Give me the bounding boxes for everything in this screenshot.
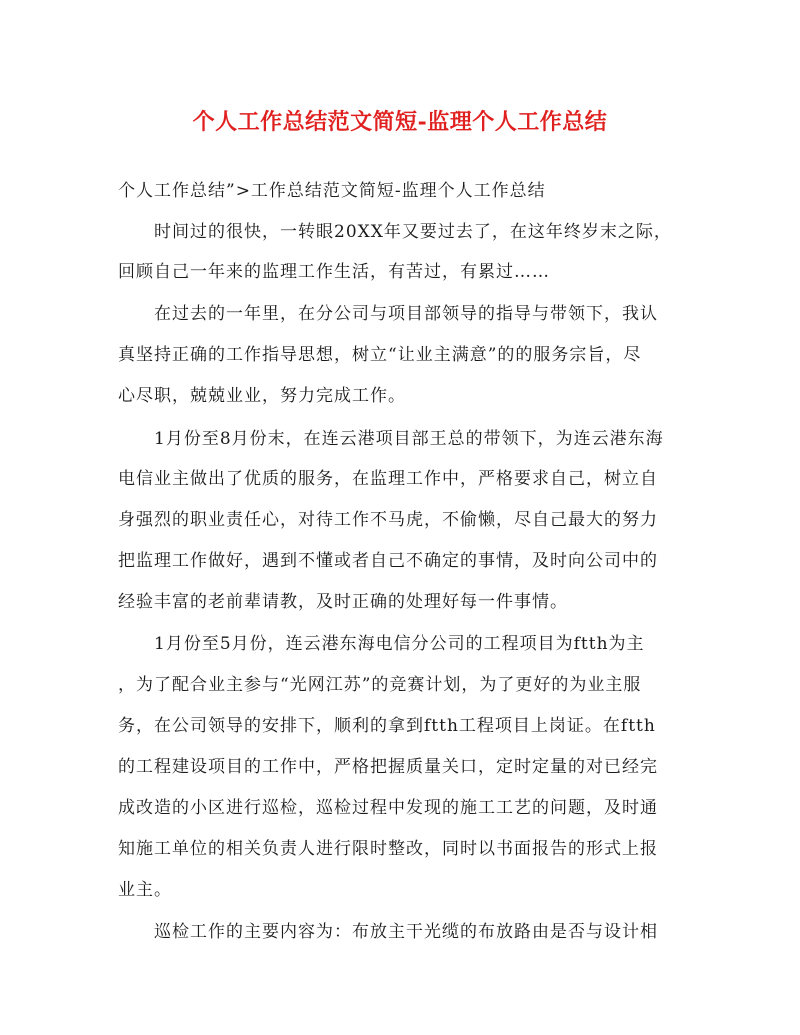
paragraph-line: 1月份至5月份，连云港东海电信分公司的工程项目为ftth为主: [154, 634, 645, 654]
paragraph-line: 知施工单位的相关负责人进行限时整改，同时以书面报告的形式上报: [118, 839, 658, 859]
paragraph-line: 经验丰富的老前辈请教，及时正确的处理好每一件事情。: [118, 592, 568, 612]
paragraph-line: 回顾自己一年来的监理工作生活，有苦过，有累过……: [118, 262, 550, 282]
subtitle-line: 个人工作总结”>工作总结范文简短-监理个人工作总结: [118, 181, 546, 201]
paragraph-line: 的工程建设项目的工作中，严格把握质量关口，定时定量的对已经完: [118, 757, 658, 777]
paragraph-line: 成改造的小区进行巡检，巡检过程中发现的施工工艺的问题，及时通: [118, 798, 658, 818]
paragraph-line: 时间过的很快，一转眼20XX年又要过去了，在这年终岁末之际，: [154, 222, 672, 242]
paragraph-line: 在过去的一年里，在分公司与项目部领导的指导与带领下，我认: [154, 304, 658, 324]
paragraph-line: 巡检工作的主要内容为：布放主干光缆的布放路由是否与设计相: [154, 922, 658, 942]
paragraph-line: 务，在公司领导的安排下，顺利的拿到ftth工程项目上岗证。在ftth: [118, 716, 656, 736]
paragraph-line: 业主。: [118, 880, 172, 900]
paragraph-line: 真坚持正确的工作指导思想，树立“让业主满意”的的服务宗旨，尽: [118, 345, 642, 365]
page-title: 个人工作总结范文简短-监理个人工作总结: [192, 109, 608, 135]
paragraph-line: 身强烈的职业责任心，对待工作不马虎，不偷懒，尽自己最大的努力: [118, 510, 658, 530]
paragraph-line: ，为了配合业主参与“光网江苏”的竞赛计划，为了更好的为业主服: [118, 675, 642, 695]
paragraph-line: 1月份至8月份末，在连云港项目部王总的带领下，为连云港东海: [154, 429, 664, 449]
paragraph-line: 心尽职，兢兢业业，努力完成工作。: [118, 386, 406, 406]
paragraph-line: 电信业主做出了优质的服务，在监理工作中，严格要求自己，树立自: [118, 469, 658, 489]
paragraph-line: 把监理工作做好，遇到不懂或者自己不确定的事情，及时向公司中的: [118, 551, 658, 571]
